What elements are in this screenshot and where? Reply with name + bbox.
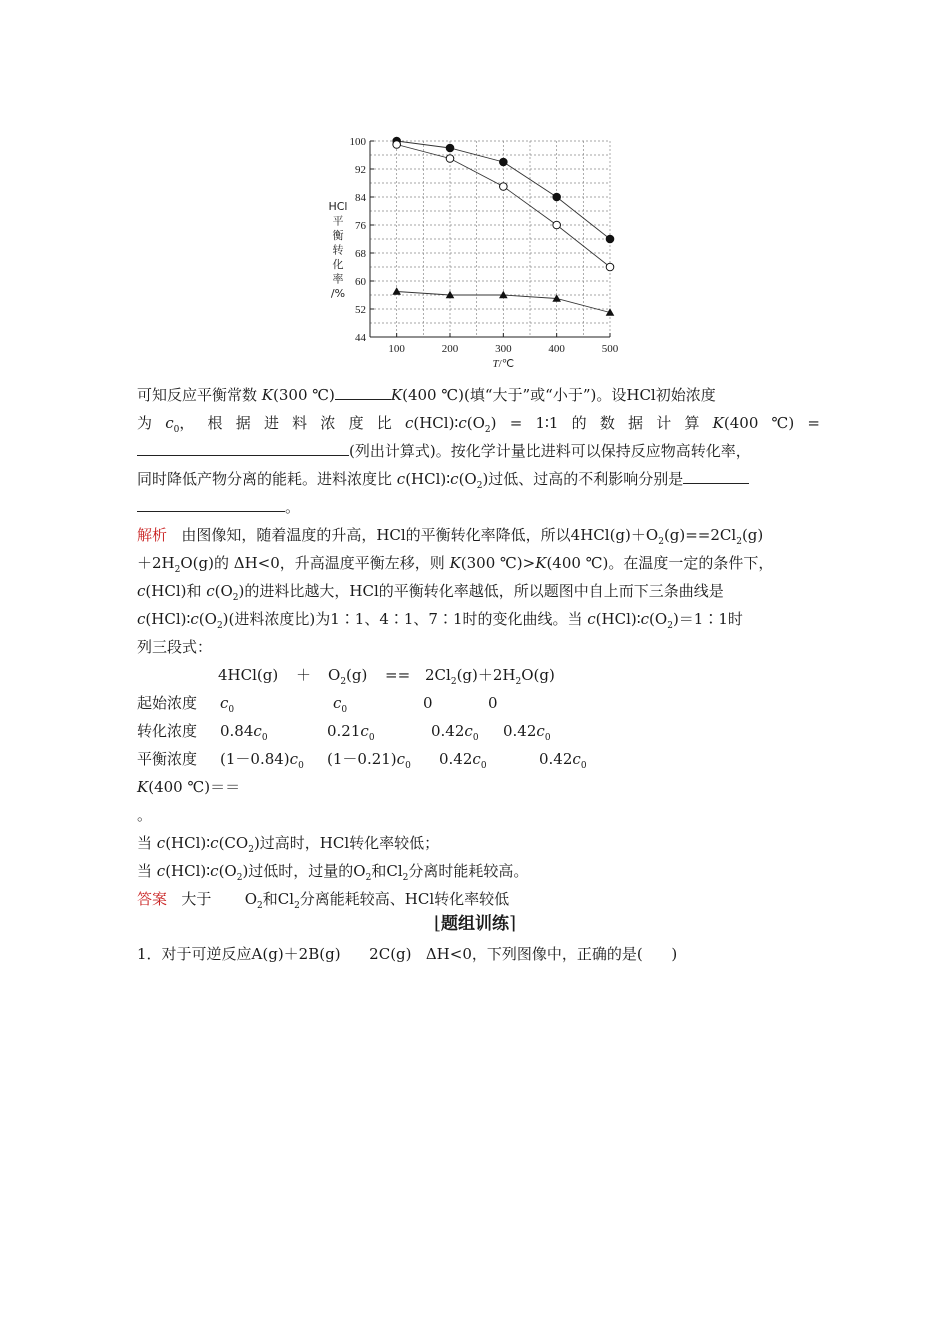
hcl-conversion-chart xyxy=(318,130,638,375)
equation-products: $2Cl_2(g)+2H_2O(g)$ xyxy=(425,666,555,687)
data-point xyxy=(392,287,401,295)
x-axis-var: T xyxy=(492,358,499,370)
y-tick-label: 76 xyxy=(355,220,366,232)
row-initial-v2: $c_0$ xyxy=(333,694,348,715)
y-axis-label-part: /% xyxy=(330,287,346,300)
row-change-v2: $0.21c_0$ xyxy=(327,722,375,743)
section-title: ⌊题组训练⌉ xyxy=(433,913,517,934)
row-initial-v1: $c_0$ xyxy=(220,694,235,715)
data-point xyxy=(553,221,561,229)
data-point xyxy=(606,263,614,271)
analysis-line-high: 当 $c(HCl)∶c(CO_2)$过高时，HCl转化率较低； xyxy=(137,834,440,855)
row-equilibrium-v1: $(1-0.84)c_0$ xyxy=(220,750,304,771)
y-tick-label: 52 xyxy=(355,304,366,316)
equation-plus: ＋ xyxy=(296,666,312,684)
equation-reactant-2: $O_2(g)$ xyxy=(328,666,368,687)
x-axis-label xyxy=(493,358,515,370)
chart-canvas xyxy=(318,130,638,375)
row-change-v1: $0.84c_0$ xyxy=(220,722,268,743)
answer-blank-3[interactable] xyxy=(683,469,749,484)
data-point xyxy=(500,183,508,191)
row-equilibrium-v4: $0.42c_0$ xyxy=(539,750,587,771)
analysis-label: 解析 xyxy=(137,526,168,544)
row-equilibrium-label: 平衡浓度 xyxy=(137,750,198,768)
question-line-1: 可知反应平衡常数 K(300 ℃) K(400 ℃)(填“大于”或“小于”)。设HCl初始浓度 xyxy=(137,386,716,404)
k-expression-end: 。 xyxy=(137,806,153,824)
equation-reactant-1: 4HCl(g) xyxy=(218,666,279,684)
k-expression-line: K(400 ℃)＝＝ xyxy=(137,778,241,796)
x-tick-label: 300 xyxy=(495,343,512,355)
answer-label: 答案 xyxy=(137,890,168,908)
analysis-line-4: $c(HCl)∶c(O_2)$(进料浓度比)为1∶1、4∶1、7∶1时的变化曲线。当 $c(HCl)∶c(O_2)=1∶1$时 xyxy=(137,610,743,631)
answer-blank-2[interactable] xyxy=(137,441,349,456)
analysis-line-1: 解析 由图像知，随着温度的升高，HCl的平衡转化率降低，所以$4HCl(g)+O_2(g)==2Cl_2(g)$ xyxy=(137,526,764,547)
row-change-label: 转化浓度 xyxy=(137,722,198,740)
y-tick-label: 92 xyxy=(355,164,366,176)
x-axis-unit: /℃ xyxy=(498,358,515,370)
analysis-line-3: c(HCl)和 $c(O_2)$的进料比越大，HCl的平衡转化率越低，所以题图中自上而下三条曲线是 xyxy=(137,582,724,603)
analysis-line-2: $+2H_2O(g)$的 ΔH<0，升高温度平衡左移，则 K(300 ℃)>K(400 ℃)。在温度一定的条件下， xyxy=(137,554,774,575)
y-axis-label-part: 转 xyxy=(332,243,344,257)
answer-line: 答案 大于 $O_2$和$Cl_2$分离能耗较高、HCl转化率较低 xyxy=(137,890,510,911)
row-change-v4: $0.42c_0$ xyxy=(503,722,551,743)
analysis-line-low: 当 $c(HCl)∶c(O_2)$过低时，过量的$O_2$和$Cl_2$分离时能耗较高。 xyxy=(137,862,529,883)
y-tick-label: 68 xyxy=(355,248,366,260)
x-tick-label: 200 xyxy=(441,343,459,355)
data-point xyxy=(393,141,401,149)
data-point xyxy=(499,291,508,299)
y-axis-label-part: HCl xyxy=(328,200,348,213)
row-initial-label: 起始浓度 xyxy=(137,694,198,712)
question-line-2: 为 $c_0$， 根 据 进 料 浓 度 比 $c(HCl)∶c(O_2)$ = 1∶1 的 数 据 计 算 K(400 ℃) = xyxy=(137,414,820,435)
equation-arrow: == xyxy=(385,666,411,684)
y-axis-label-part: 平 xyxy=(332,214,344,228)
data-point xyxy=(500,158,508,166)
row-initial-v4: 0 xyxy=(488,694,498,712)
y-tick-label: 60 xyxy=(355,276,366,288)
data-point xyxy=(446,144,454,152)
row-initial-v3: 0 xyxy=(423,694,433,712)
row-equilibrium-v2: $(1-0.21)c_0$ xyxy=(327,750,411,771)
analysis-line-5: 列三段式： xyxy=(137,638,213,656)
y-axis-label-part: 衡 xyxy=(332,229,344,242)
y-axis-label-part: 化 xyxy=(332,258,344,271)
question-1: 1．对于可逆反应A(g)＋2B(g) 2C(g) ΔH<0，下列图像中，正确的是( ) xyxy=(137,945,678,963)
row-equilibrium-v3: $0.42c_0$ xyxy=(439,750,487,771)
data-point xyxy=(446,155,454,163)
y-axis-label-part: 率 xyxy=(332,272,344,286)
answer-blank-3b[interactable] xyxy=(137,497,285,512)
answer-blank-1[interactable] xyxy=(335,385,391,400)
y-tick-label: 84 xyxy=(355,192,366,204)
question-line-5: 。 xyxy=(137,497,820,517)
y-tick-label: 44 xyxy=(355,332,366,344)
x-tick-label: 400 xyxy=(548,343,565,355)
y-tick-label: 100 xyxy=(349,136,366,148)
question-line-3: (列出计算式)。按化学计量比进料可以保持反应物高转化率， xyxy=(137,441,820,461)
question-line-4: 同时降低产物分离的能耗。进料浓度比 $c(HCl)∶c(O_2)$过低、过高的不利影响分别是 xyxy=(137,469,820,496)
x-tick-label: 500 xyxy=(601,343,619,355)
data-point xyxy=(606,235,614,243)
row-change-v3: $0.42c_0$ xyxy=(431,722,479,743)
data-point xyxy=(553,193,561,201)
x-tick-label: 100 xyxy=(388,343,405,355)
